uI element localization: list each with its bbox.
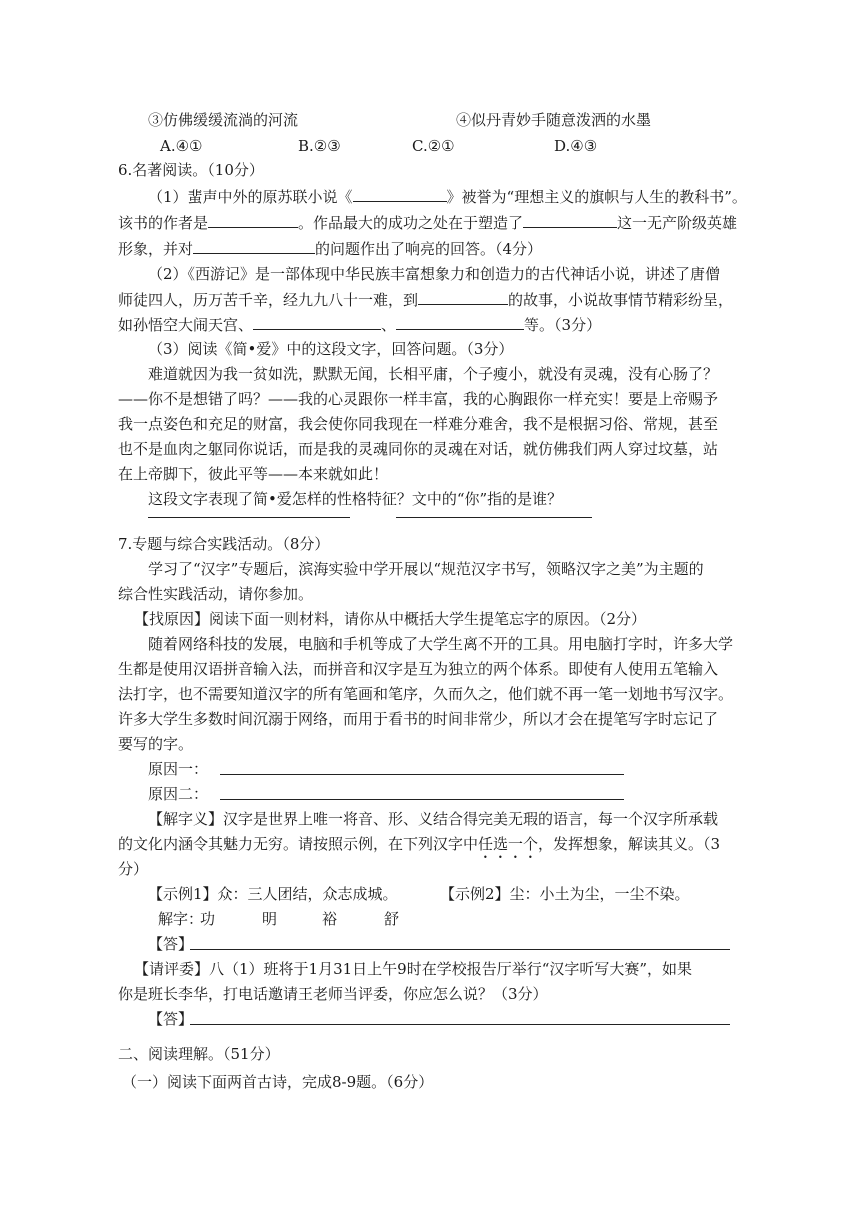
q7-title: 7.专题与综合实践活动。（8分） bbox=[118, 535, 330, 553]
material-line-2: 生都是使用汉语拼音输入法，而拼音和汉字是互为独立的两个体系。即使有人使用五笔输入 bbox=[118, 660, 719, 678]
passage-line-5: 在上帝脚下，彼此平等——本来就如此！ bbox=[118, 465, 389, 483]
part2-subtitle: （一）阅读下面两首古诗，完成8-9题。（6分） bbox=[122, 1073, 434, 1091]
example-1: 【示例1】众：三人团结，众志成城。 bbox=[148, 885, 398, 903]
explain-answer-label: 【答】 bbox=[148, 935, 194, 953]
material-line-1: 随着网络科技的发展，电脑和手机等成了大学生离不开的工具。用电脑打字时，许多大学 bbox=[148, 635, 734, 653]
chars-label: 解字： bbox=[158, 910, 204, 928]
char-yu: 裕 bbox=[322, 910, 338, 928]
destination-blank[interactable] bbox=[418, 289, 508, 305]
q6-p2-text-c: 的故事，小说故事情节精彩纷呈， bbox=[508, 291, 734, 309]
passage-line-4: 也不是血肉之躯同你说话，而是我的灵魂同你的灵魂在对话，就仿佛我们两人穿过坟墓，站 bbox=[118, 440, 719, 458]
explain-answer-line[interactable] bbox=[190, 949, 730, 950]
you-answer-line[interactable] bbox=[396, 517, 592, 518]
explain-line-3: 分） bbox=[118, 860, 149, 878]
q6-p2-text-d: 如孙悟空大闹天宫、 bbox=[118, 316, 254, 334]
invite-heading: 【请评委】八（1）班将于1月31日上午9时在学校报告厅举行“汉字听写大赛”，如果 bbox=[134, 960, 693, 978]
explain-text-c: ，发挥想象，解读其义。（3 bbox=[538, 835, 721, 853]
author-blank[interactable] bbox=[208, 212, 298, 228]
story-blank-2[interactable] bbox=[396, 314, 524, 330]
invite-line-2: 你是班长李华，打电话邀请王老师当评委，你应怎么说？（3分） bbox=[118, 985, 548, 1003]
part2-title: 二、阅读理解。（51分） bbox=[118, 1045, 280, 1063]
reason-1-label: 原因一： bbox=[148, 760, 209, 778]
q6-p1-text-b: 》被誉为“理想主义的旗帜与人生的教科书”。 bbox=[446, 188, 747, 206]
q6-p2-text-f: 等。（3分） bbox=[524, 316, 602, 334]
q6-p1-text-e: 这一无产阶级英雄 bbox=[617, 214, 738, 232]
trait-answer-line[interactable] bbox=[148, 517, 350, 518]
q6-part2-line1: （2）《西游记》是一部体现中华民族丰富想象力和创造力的古代神话小说，讲述了唐僧 bbox=[148, 265, 721, 283]
q6-p2-text-b: 师徒四人，历万苦千辛，经九九八十一难，到 bbox=[118, 291, 419, 309]
q5-choice-a: A.④① bbox=[160, 137, 203, 155]
question-blank[interactable] bbox=[193, 238, 315, 254]
q7-intro-2: 综合性实践活动，请你参加。 bbox=[118, 585, 314, 603]
example-2: 【示例2】尘：小土为尘，一尘不染。 bbox=[440, 885, 690, 903]
q5-choice-d: D.④③ bbox=[554, 137, 598, 155]
material-line-3: 法打字，也不需要知道汉字的所有笔画和笔序，久而久之，他们就不再一笔一划地书写汉字。 bbox=[118, 685, 734, 703]
passage-line-1: 难道就因为我一贫如洗，默默无闻，长相平庸，个子瘦小，就没有灵魂，没有心肠了？ bbox=[148, 365, 719, 383]
invite-answer-line[interactable] bbox=[190, 1024, 730, 1025]
q5-option-4: ④似丹青妙手随意泼洒的水墨 bbox=[456, 111, 652, 129]
novel-title-blank[interactable] bbox=[353, 186, 447, 202]
q6-part3-heading: （3）阅读《简•爱》中的这段文字，回答问题。（3分） bbox=[148, 340, 514, 358]
passage-line-3: 我一点姿色和充足的财富，我会使你同我现在一样难分难舍，我不是根据习俗、常规，甚至 bbox=[118, 415, 719, 433]
q5-choice-b: B.②③ bbox=[298, 137, 341, 155]
q6-p2-text-e: 、 bbox=[381, 316, 397, 334]
q6-p1-text-a: （1）蜚声中外的原苏联小说《 bbox=[148, 188, 353, 206]
q6-part1-line3 bbox=[118, 238, 542, 259]
reason-2-label: 原因二： bbox=[148, 785, 209, 803]
char-gong: 功 bbox=[200, 910, 216, 928]
q6-title: 6.名著阅读。（10分） bbox=[118, 161, 264, 179]
reason-1-line[interactable] bbox=[220, 774, 624, 775]
hero-blank[interactable] bbox=[523, 212, 617, 228]
q6-p1-text-g: 的问题作出了响亮的回答。（4分） bbox=[315, 240, 543, 258]
explain-text-b: 的文化内涵令其魅力无穷。请按照示例，在下列汉字中 bbox=[118, 835, 479, 853]
reason-2-line[interactable] bbox=[220, 799, 624, 800]
q6-p1-text-f: 形象，并对 bbox=[118, 240, 194, 258]
invite-answer-label: 【答】 bbox=[148, 1010, 194, 1028]
q6-part2-line3 bbox=[118, 314, 601, 335]
q6-part3-question: 这段文字表现了简•爱怎样的性格特征？文中的“你”指的是谁？ bbox=[148, 490, 563, 508]
story-blank-1[interactable] bbox=[253, 314, 381, 330]
explain-heading: 【解字义】汉字是世界上唯一将音、形、义结合得完美无瑕的语言，每一个汉字所承载 bbox=[148, 810, 719, 828]
q5-choice-c: C.②① bbox=[412, 137, 455, 155]
material-line-4: 许多大学生多数时间沉溺于网络，而用于看书的时间非常少，所以才会在提笔写字时忘记了 bbox=[118, 710, 719, 728]
q6-p1-text-c: 该书的作者是 bbox=[118, 214, 209, 232]
char-shu: 舒 bbox=[384, 910, 400, 928]
q6-part1-line1 bbox=[148, 186, 747, 207]
find-reason-heading: 【找原因】阅读下面一则材料，请你从中概括大学生提笔忘字的原因。（2分） bbox=[134, 610, 647, 628]
passage-line-2: ——你不是想错了吗？——我的心灵跟你一样丰富，我的心胸跟你一样充实！要是上帝赐予 bbox=[118, 390, 719, 408]
q5-option-3: ③仿佛缓缓流淌的河流 bbox=[148, 111, 299, 129]
material-line-5: 要写的字。 bbox=[118, 735, 194, 753]
q7-intro-1: 学习了“汉字”专题后，滨海实验中学开展以“规范汉字书写，领略汉字之美”为主题的 bbox=[148, 560, 704, 578]
q6-part2-line2 bbox=[118, 289, 733, 310]
explain-line-2 bbox=[118, 834, 720, 862]
q6-p1-text-d: 。作品最大的成功之处在于塑造了 bbox=[298, 214, 524, 232]
q6-part1-line2 bbox=[118, 212, 737, 233]
explain-emphasis: 任选一个 bbox=[478, 835, 539, 853]
char-ming: 明 bbox=[262, 910, 278, 928]
